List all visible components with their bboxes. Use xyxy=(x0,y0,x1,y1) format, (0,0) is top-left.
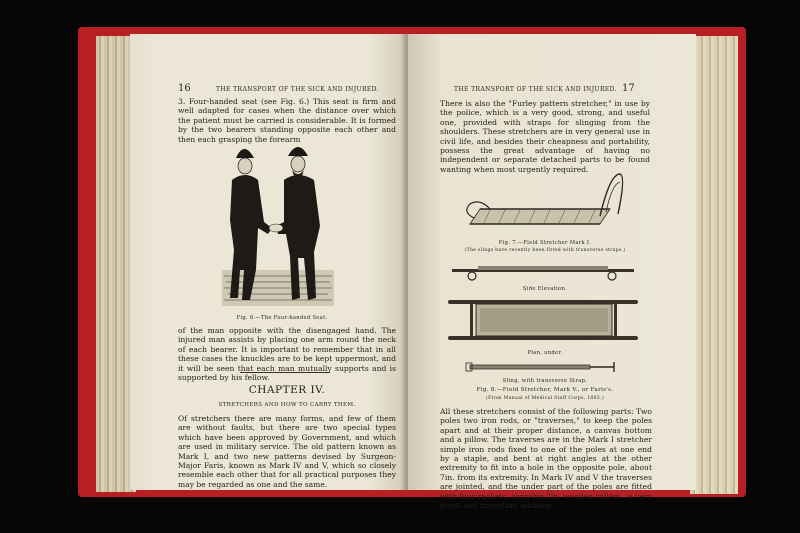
right-paragraph-bottom: All these stretchers consist of the following parts: Two poles two iron rods, or "traverses," to keep the poles apart and at their proper distance, a canvas bottom and a pillow. The traverses are in the Mark I stretcher simple iron rods fixed to one of the poles at one end by a staple, and bent at right angles at the other extremity to fit into a hole in the opposite pole, about 7in. from its extremity. In Mark IV and V the traverses are jointed, and the under part of the poles are fitted with four rackets, carrying 3in. wooden rollers—a very great and important addition, xyxy=(440,407,652,511)
left-paragraph-top: 3. Four-handed seat (see Fig. 6.) This seat is firm and well adapted for cases when the distance over which the patient must be carried is considerable. It is formed by the two bearers standing opposite each other and then each grasping the forearm xyxy=(178,97,396,144)
chapter-title: CHAPTER IV. xyxy=(248,384,326,396)
right-page xyxy=(408,34,696,511)
fig7-note: (The slings have recently been fitted with transverse straps.) xyxy=(464,248,626,253)
left-page-number: 16 xyxy=(178,83,191,94)
fig8-note: (From Manual of Medical Staff Corps, 1885.) xyxy=(486,396,604,401)
section-divider xyxy=(240,372,330,373)
left-paragraph-mid: of the man opposite with the disengaged hand. The injured man assists by placing one arm round the neck of each bearer. It is important to remember that in all these cases the knuckles are to be kept uppermost, and it will be seen that each man mutually supports and is supported by his fellow. xyxy=(178,326,396,383)
four-handed-seat-illustration xyxy=(222,130,334,312)
stretcher-side-elevation xyxy=(448,261,638,283)
chapter-subtitle: STRETCHERS AND HOW TO CARRY THEM. xyxy=(218,402,356,408)
fig6-caption: Fig. 6.—The Four-handed Seat. xyxy=(236,315,328,321)
fig7-caption: Fig. 7.—Field Stretcher Mark I. xyxy=(498,240,592,246)
fig8-caption: Fig. 8.—Field Stretcher, Mark V., or Faris's. xyxy=(476,387,614,393)
stretcher-plan-view xyxy=(446,296,640,346)
stretcher-mark-i-illustration xyxy=(460,154,630,234)
label-side-elevation: Side Elevation. xyxy=(522,286,568,292)
label-plan-under: Plan, under. xyxy=(527,350,563,356)
left-paragraph-bottom: Of stretchers there are many forms, and few of them are without faults, but there are two special types which have been approved by Government, and which are used in military service. The old pattern known as Mark I, and two new patterns devised by Surgeon-Major Faris, known as Mark IV and V, which so closely resemble each other that for all practical purposes they may be regarded as one and the same. xyxy=(178,414,396,489)
label-sling: Sling, with transverse Strap. xyxy=(502,378,588,384)
left-page xyxy=(130,34,410,490)
sling-illustration xyxy=(464,360,624,374)
right-page-number: 17 xyxy=(622,83,635,94)
left-running-head: THE TRANSPORT OF THE SICK AND INJURED. xyxy=(216,86,379,93)
right-running-head: THE TRANSPORT OF THE SICK AND INJURED. xyxy=(454,86,617,93)
page-edges-right xyxy=(690,36,738,494)
right-paragraph-top: There is also the "Furley pattern stretcher," in use by the police, which is a very good, strong, and useful one, provided with straps for slinging from the shoulders. These stretchers are in very general use in civil life, and besides their cheapness and portability, possess the great advantage of having no independent or separate detached parts to be found wanting when most urgently required. xyxy=(440,99,650,174)
